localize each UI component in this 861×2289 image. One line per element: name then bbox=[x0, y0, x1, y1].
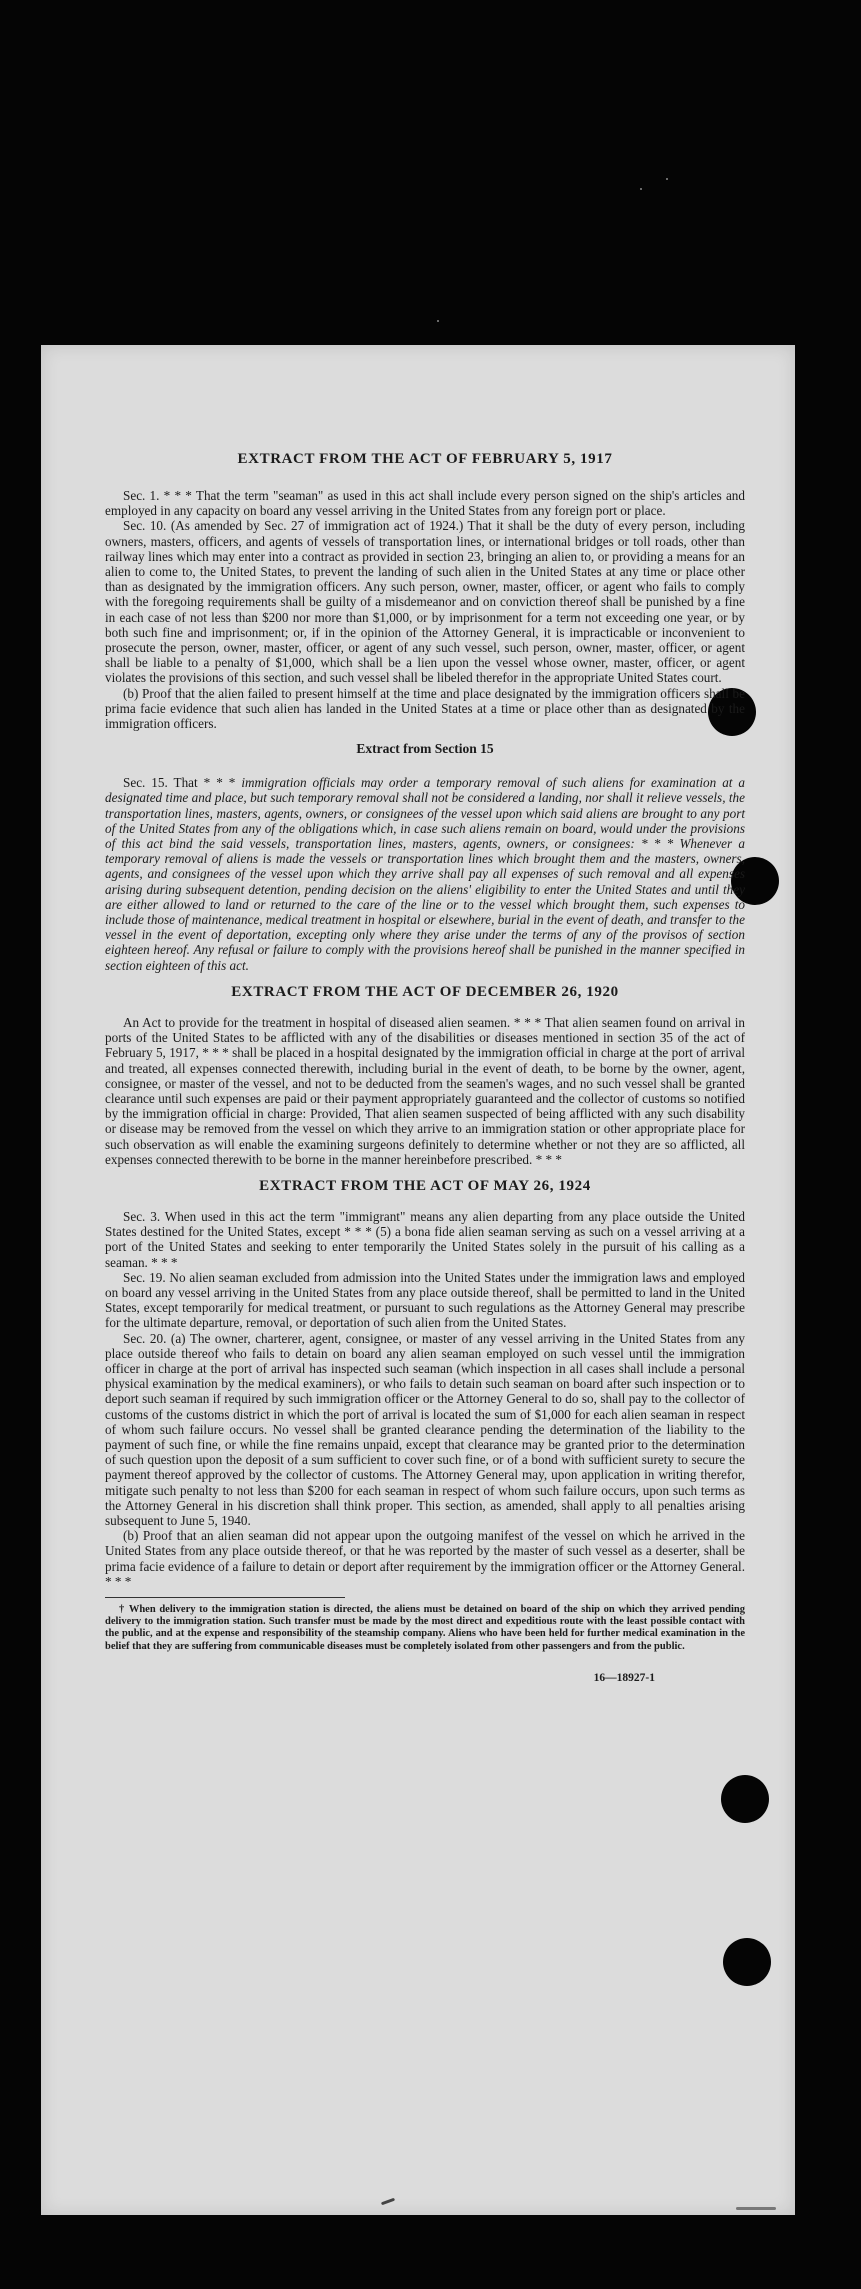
punch-hole bbox=[723, 1938, 771, 1986]
scan-scuff bbox=[381, 2198, 395, 2206]
footnote-divider bbox=[105, 1597, 345, 1598]
heading-act-dec-1920: EXTRACT FROM THE ACT OF DECEMBER 26, 1920 bbox=[231, 983, 619, 1000]
document-body bbox=[105, 450, 745, 1686]
section-20a-paragraph: Sec. 20. (a) The owner, charterer, agent, consignee, or master of any vessel arriving in the United States from any place outside thereof who fails to detain on board any alien seaman employed on such vessel until the immigration officer in charge at the port of arrival has inspected such seaman (which inspection in all cases shall include a personal physical examination by the medical examiners), or who fails to detain such seaman on board after such inspection or to deport such seaman if required by such immigration officer or the Attorney General to do so, shall pay to the collector of customs of the customs district in which the port of arrival is located the sum of $1,000 for each alien seaman in respect of whom such failure occurs. No vessel shall be granted clearance pending the determination of the liability to the payment of such fine, or while the fine remains unpaid, except that clearance may be granted prior to the determination of such question upon the deposit of a sum sufficient to cover such fine, or of a bond with sufficient surety to secure the payment thereof approved by the collector of customs. The Attorney General may, upon application in writing therefor, mitigate such penalty to not less than $200 for each seaman in respect of whom such failure occurs, upon such terms as the Attorney General in his discretion shall think proper. This section, as amended, shall apply to all penalties arising subsequent to June 5, 1940. bbox=[105, 1330, 745, 1528]
section-20b-paragraph: (b) Proof that an alien seaman did not appear upon the outgoing manifest of the vessel on which he arrived in the United States from any place outside thereof, or that he was reported by the master of such vessel as a deserter, shall be prima facie evidence of a failure to detain or deport after requirement by the immigration officer or the Attorney General. * * * bbox=[105, 1528, 745, 1589]
section-10-paragraph: Sec. 10. (As amended by Sec. 27 of immigration act of 1924.) That it shall be the duty of every person, including owners, masters, officers, and agents of vessels of transportation lines, or international bridges or toll roads, other than railway lines which may enter into a contract as provided in section 23, bringing an alien to, or providing a means for an alien to come to, the United States, to prevent the landing of such alien in the United States at any time or place other than as designated by the immigration officers. Any such person, owner, master, officer, or agent who fails to comply with the foregoing requirements shall be guilty of a misdemeanor and on conviction thereof shall be punished by a fine in each case of not less than $200 nor more than $1,000, or by imprisonment for a term not exceeding one year, or by both such fine and imprisonment; or, if in the opinion of the Attorney General, it is impracticable or inconvenient to prosecute the person, owner, master, officer, or agent of any such vessel, such person, owner, master, officer, or agent shall be liable to a penalty of $1,000, which shall be a lien upon the vessel whose owner, master, officer, or agent violates the provisions of this section, and such vessel shall be libeled therefor in the appropriate United States court. bbox=[105, 518, 745, 686]
scan-speck bbox=[666, 178, 668, 180]
scan-speck bbox=[437, 320, 439, 322]
section-1-paragraph: Sec. 1. * * * That the term "seaman" as used in this act shall include every person signed on the ship's articles and employed in any capacity on board any vessel arriving in the United States from any foreign port or place. bbox=[105, 488, 745, 519]
footnote: † When delivery to the immigration station is directed, the aliens must be detained on board of the ship on which they arrived pending delivery to the immigration station. Such transfer must be made by the most direct and expeditious route with the least possible contact with the public, and at the expense and responsibility of the steamship company. Aliens who have been held for further medical examination in the belief that they are suffering from communicable diseases must be completely isolated from other passengers and from the public. bbox=[105, 1604, 745, 1652]
scan-scuff bbox=[736, 2207, 776, 2210]
section-15-paragraph bbox=[105, 775, 745, 973]
act-1920-paragraph: An Act to provide for the treatment in hospital of diseased alien seamen. * * * That alien seamen found on arrival in ports of the United States to be afflicted with any of the disabilities or diseases mentioned in section 35 of the act of February 5, 1917, * * * shall be placed in a hospital designated by the immigration official in charge at the port of arrival and treated, all expenses connected therewith, including burial in the event of death, to be borne by the owner, agent, consignee, or master of the vessel, and not to be deducted from the seamen's wages, and no such vessel shall be granted clearance until such expenses are paid or their payment appropriately guaranteed and the collector of customs so notified by the immigration official in charge: Provided, That alien seamen suspected of being afflicted with any such disability or disease may be removed from the vessel on which they arrive to an immigration station or other appropriate place for such observation as will enable the examining surgeons definitely to determine whether or not they are so afflicted, all expenses connected therewith to be borne in the manner hereinbefore prescribed. * * * bbox=[105, 1014, 745, 1167]
heading-act-feb-1917: EXTRACT FROM THE ACT OF FEBRUARY 5, 1917 bbox=[237, 451, 613, 467]
punch-hole bbox=[721, 1775, 769, 1823]
heading-section-15: Extract from Section 15 bbox=[356, 741, 494, 757]
form-number: 16—18927-1 bbox=[593, 1671, 655, 1684]
scan-speck bbox=[640, 188, 642, 190]
section-15-italic-text: immigration officials may order a temporary removal of such aliens for examination at a designated time and place, but such temporary removal shall not be considered a landing, nor shall it relieve vessels, the transportation lines, masters, agents, owners, or consignees of the vessel upon which said aliens are brought to any port of the United States from any of the obligations which, in case such aliens remain on board, would under the provisions of this act bind the said vessels, transportation lines, masters, agents, owners, or consignees: * * * Whenever a temporary removal of aliens is made the vessels or transportation lines which brought them and the masters, owners, agents, and consignees of the vessel upon which they arrive shall pay all expenses of such removal and all expenses arising during subsequent detention, pending decision on the aliens' eligibility to enter the United States and until they are either allowed to land or returned to the care of the line or to the vessel which brought them, such expenses to include those of maintenance, medical treatment in hospital or elsewhere, burial in the event of death, and transfer to the vessel in the event of deportation, excepting only where they arise under the terms of any of the provisos of section eighteen hereof. Any refusal or failure to comply with the provisions hereof shall be punished in the manner specified in section eighteen of this act. bbox=[105, 775, 746, 973]
heading-act-may-1924: EXTRACT FROM THE ACT OF MAY 26, 1924 bbox=[259, 1177, 591, 1194]
section-10b-paragraph: (b) Proof that the alien failed to present himself at the time and place designated by the immigration officers shall be prima facie evidence that such alien has landed in the United States at a time or place other than as designated by the immigration officers. bbox=[105, 685, 745, 732]
document-sheet bbox=[41, 345, 795, 2215]
section-3-paragraph: Sec. 3. When used in this act the term "immigrant" means any alien departing from any place outside the United States destined for the United States, except * * * (5) a bona fide alien seaman serving as such on a vessel arriving at a port of the United States and seeking to enter temporarily the United States solely in the pursuit of his calling as a seaman. * * * bbox=[105, 1208, 745, 1270]
section-19-paragraph: Sec. 19. No alien seaman excluded from admission into the United States under the immigration laws and employed on board any vessel arriving in the United States from any place outside thereof, shall be permitted to land in the United States, except temporarily for medical treatment, or pursuant to such regulations as the Attorney General may prescribe for the ultimate departure, removal, or deportation of such alien from the United States. bbox=[105, 1269, 745, 1331]
section-15-lead: Sec. 15. That * * * bbox=[123, 775, 242, 791]
